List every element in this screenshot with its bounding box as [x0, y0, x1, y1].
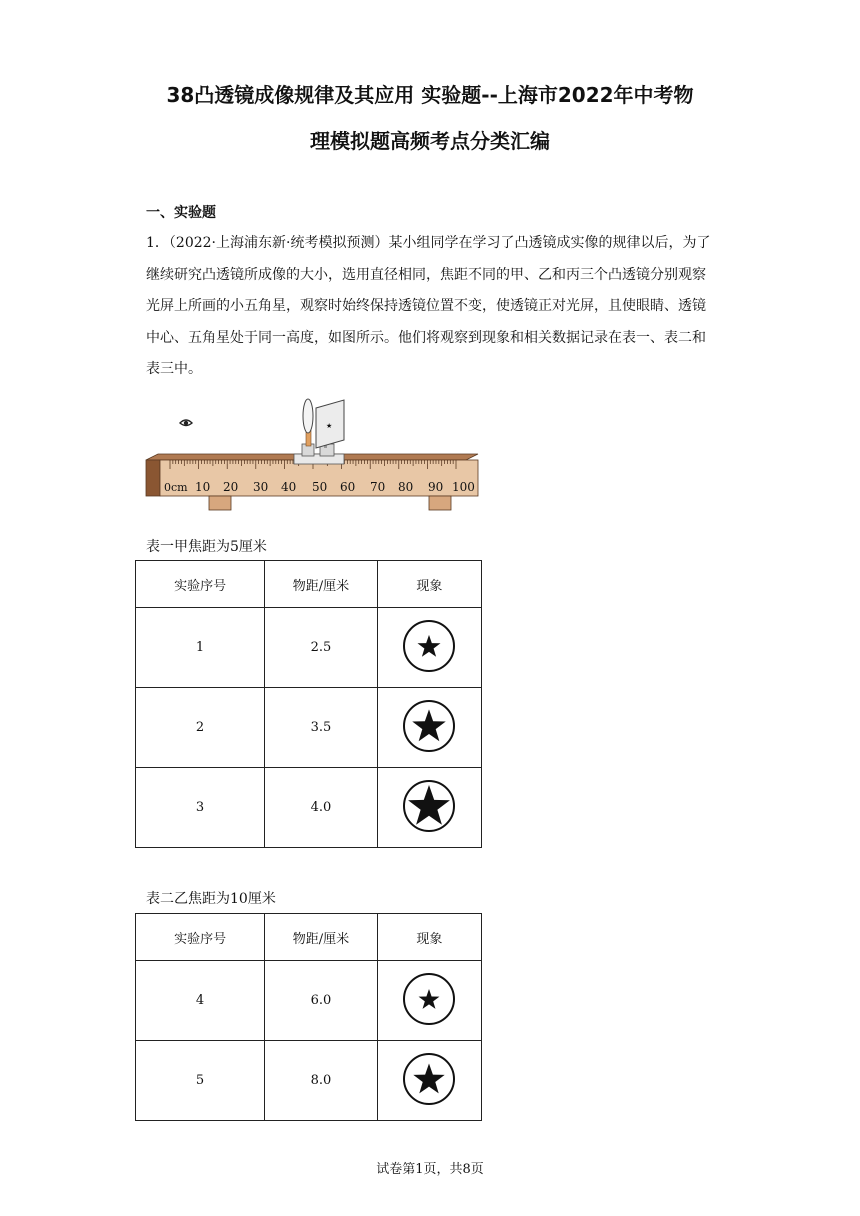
- star-image-icon: [399, 776, 459, 836]
- page-footer: 试卷第1页，共8页: [376, 1162, 484, 1177]
- ruler-label-20: 20: [223, 480, 239, 494]
- cell-object-distance: 2.5: [265, 608, 378, 688]
- convex-lens: [303, 399, 313, 433]
- ruler-label-60: 60: [340, 480, 356, 494]
- cell-experiment-no: 4: [136, 961, 265, 1041]
- star-image-icon: [399, 696, 459, 756]
- header-object-distance: 物距/厘米: [265, 561, 378, 608]
- table-1: [135, 560, 482, 848]
- header-phenomenon: 现象: [377, 561, 481, 608]
- question-1: [146, 228, 718, 386]
- document-title: [70, 72, 790, 164]
- header-experiment-no: 实验序号: [136, 561, 265, 608]
- ruler-label-100: 100: [452, 480, 475, 494]
- header-object-distance: 物距/厘米: [265, 914, 378, 961]
- table-2: [135, 913, 482, 1121]
- header-phenomenon: 现象: [377, 914, 481, 961]
- ruler-label-80: 80: [398, 480, 414, 494]
- star-image-icon: [399, 1049, 459, 1109]
- light-screen: [316, 400, 344, 448]
- ruler-label-50: 50: [312, 480, 328, 494]
- table-row: [136, 961, 482, 1041]
- screen-star-icon: ★: [326, 422, 333, 430]
- header-experiment-no: 实验序号: [136, 914, 265, 961]
- cell-object-distance: 8.0: [265, 1041, 378, 1121]
- ruler-unit-label: 0cm: [164, 481, 188, 494]
- table-row: [136, 768, 482, 848]
- cell-experiment-no: 1: [136, 608, 265, 688]
- question-text: （2022·上海浦东新·统考模拟预测）某小组同学在学习了凸透镜成实像的规律以后，为了继续研究凸透镜所成像的大小，选用直径相同，焦距不同的甲、乙和丙三个凸透镜分别观察光屏上所画的小五角星，观察时始终保持透镜位置不变，使透镜正对光屏，且使眼睛、透镜中心、五角星处于同一高度，如图所示。他们将观察到现象和相关数据记录在表一、表二和表三中。: [146, 235, 711, 377]
- title-line-1: 38凸透镜成像规律及其应用 实验题--上海市2022年中考物: [166, 83, 694, 107]
- table-row: [136, 608, 482, 688]
- eye-icon: [180, 420, 192, 426]
- table-header-row: [136, 561, 482, 608]
- star-image-icon: [399, 616, 459, 676]
- title-line-2: 理模拟题高频考点分类汇编: [310, 129, 550, 153]
- ruler-label-40: 40: [281, 480, 297, 494]
- section-heading: 一、实验题: [146, 205, 216, 221]
- table1-caption: 表一甲焦距为5厘米: [146, 539, 267, 555]
- cell-object-distance: 3.5: [265, 688, 378, 768]
- cell-object-distance: 4.0: [265, 768, 378, 848]
- optical-bench-figure: [144, 398, 484, 520]
- ruler-label-90: 90: [428, 480, 444, 494]
- ruler-label-70: 70: [370, 480, 386, 494]
- cell-object-distance: 6.0: [265, 961, 378, 1041]
- cell-experiment-no: 5: [136, 1041, 265, 1121]
- table2-caption: 表二乙焦距为10厘米: [146, 891, 276, 907]
- cell-experiment-no: 3: [136, 768, 265, 848]
- table-header-row: [136, 914, 482, 961]
- ruler-label-30: 30: [253, 480, 269, 494]
- question-number: 1．: [146, 235, 169, 251]
- table-row: [136, 1041, 482, 1121]
- star-image-icon: [399, 969, 459, 1029]
- ruler-label-10: 10: [195, 480, 211, 494]
- table-row: [136, 688, 482, 768]
- cell-experiment-no: 2: [136, 688, 265, 768]
